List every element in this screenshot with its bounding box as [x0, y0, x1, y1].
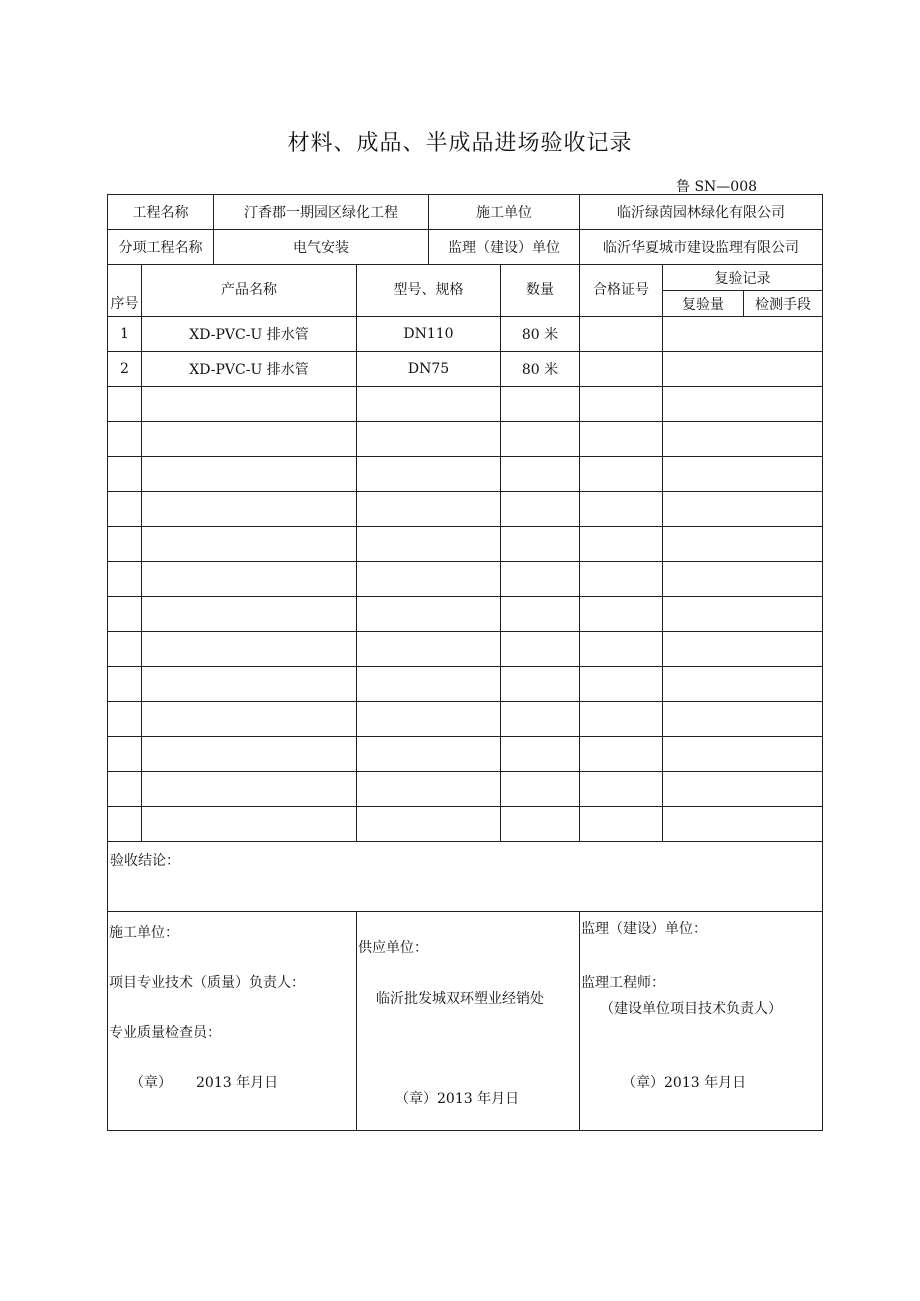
supplier-seal-date: （章）2013 年月日 — [395, 1091, 520, 1107]
supervisor-signature-block — [580, 912, 823, 1131]
project-name-label: 工程名称 — [108, 195, 214, 230]
supervisor-label: 监理（建设）单位 — [429, 230, 580, 265]
row-seq: 1 — [108, 317, 142, 352]
col-retest-amount: 复验量 — [663, 291, 744, 317]
row-cert — [580, 317, 663, 352]
tech-lead-label: 项目专业技术（质量）负责人： — [109, 975, 305, 991]
row-product: XD-PVC-U 排水管 — [142, 317, 357, 352]
col-seq: 序号 — [108, 265, 142, 317]
table-row — [108, 352, 823, 387]
table-row-empty — [108, 387, 823, 422]
table-row-empty — [108, 597, 823, 632]
contractor-seal: （章） — [130, 1075, 172, 1091]
subproject-label: 分项工程名称 — [108, 230, 214, 265]
row-qty: 80 米 — [501, 352, 580, 387]
col-model: 型号、规格 — [357, 265, 501, 317]
table-row-empty — [108, 562, 823, 597]
table-row-empty — [108, 807, 823, 842]
header-row-project — [108, 195, 823, 230]
row-cert — [580, 352, 663, 387]
engineer-label: 监理工程师： — [581, 975, 665, 991]
supplier-name: 临沂批发城双环塑业经销处 — [376, 991, 544, 1007]
contractor-value: 临沂绿茵园林绿化有限公司 — [580, 195, 823, 230]
project-name-value: 汀香郡一期园区绿化工程 — [214, 195, 429, 230]
col-test-method: 检测手段 — [744, 291, 823, 317]
form-code: 鲁 SN—008 — [676, 179, 758, 195]
col-cert: 合格证号 — [580, 265, 663, 317]
column-header-row-1 — [108, 265, 823, 291]
table-row — [108, 317, 823, 352]
engineer-note: （建设单位项目技术负责人） — [600, 1001, 782, 1017]
contractor-unit-label: 施工单位： — [109, 925, 179, 941]
supervisor-value: 临沂华夏城市建设监理有限公司 — [580, 230, 823, 265]
row-retest — [663, 317, 823, 352]
contractor-signature-block — [108, 912, 357, 1131]
col-qty: 数量 — [501, 265, 580, 317]
table-row-empty — [108, 667, 823, 702]
table-row-empty — [108, 702, 823, 737]
row-retest — [663, 352, 823, 387]
signature-row — [108, 912, 823, 1131]
supervisor-unit-label: 监理（建设）单位： — [581, 921, 707, 937]
page-title: 材料、成品、半成品进场验收记录 — [287, 131, 633, 156]
table-row-empty — [108, 527, 823, 562]
contractor-label: 施工单位 — [429, 195, 580, 230]
acceptance-table — [107, 194, 823, 1131]
row-model: DN75 — [357, 352, 501, 387]
supplier-signature-block — [357, 912, 580, 1131]
table-row-empty — [108, 737, 823, 772]
col-retest: 复验记录 — [663, 265, 823, 291]
header-row-subproject — [108, 230, 823, 265]
row-qty: 80 米 — [501, 317, 580, 352]
conclusion-label: 验收结论： — [108, 842, 823, 912]
row-seq: 2 — [108, 352, 142, 387]
table-row-empty — [108, 422, 823, 457]
conclusion-row — [108, 842, 823, 912]
supervisor-seal-date: （章）2013 年月日 — [622, 1075, 747, 1091]
table-row-empty — [108, 632, 823, 667]
supplier-unit-label: 供应单位： — [358, 940, 428, 956]
row-model: DN110 — [357, 317, 501, 352]
table-row-empty — [108, 457, 823, 492]
row-product: XD-PVC-U 排水管 — [142, 352, 357, 387]
subproject-value: 电气安装 — [214, 230, 429, 265]
inspector-label: 专业质量检查员： — [109, 1025, 221, 1041]
table-row-empty — [108, 492, 823, 527]
col-product: 产品名称 — [142, 265, 357, 317]
contractor-date: 2013 年月日 — [196, 1075, 279, 1091]
table-row-empty — [108, 772, 823, 807]
